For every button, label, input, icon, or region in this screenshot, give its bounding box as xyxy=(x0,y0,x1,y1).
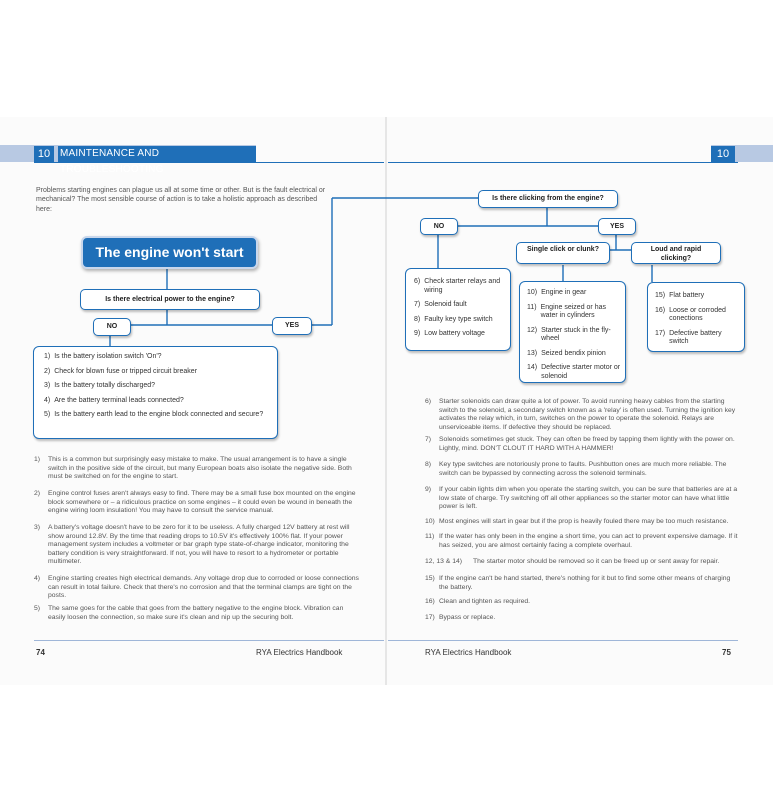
note-paragraph xyxy=(34,456,362,482)
list-item xyxy=(414,278,506,295)
list-item xyxy=(44,353,269,362)
question-power: Is there electrical power to the engine? xyxy=(80,289,260,310)
note-paragraph xyxy=(425,486,741,512)
item-number: 10) xyxy=(527,289,538,296)
item-text: Loose or corroded conections xyxy=(669,306,726,322)
item-number: 14) xyxy=(527,364,538,371)
note-number: 5) xyxy=(34,605,41,612)
item-text: Engine seized or has water in cylinders xyxy=(540,303,606,319)
item-text: Seized bendix pinion xyxy=(541,349,606,357)
item-number: 4) xyxy=(44,396,51,404)
list-item xyxy=(527,289,621,298)
note-number: 15) xyxy=(425,575,435,582)
item-text: Low battery voltage xyxy=(424,330,485,337)
item-text: Is the battery isolation switch 'On'? xyxy=(54,353,162,360)
note-number: 9) xyxy=(425,486,432,493)
left-footer-rule xyxy=(34,640,384,641)
item-number: 16) xyxy=(655,306,666,314)
note-paragraph xyxy=(34,605,362,622)
list-item xyxy=(527,304,621,321)
note-number: 7) xyxy=(425,436,432,443)
note-paragraph xyxy=(34,575,362,601)
list-item xyxy=(527,364,621,381)
list-item xyxy=(44,411,269,420)
note-text: The same goes for the cable that goes from the battery negative to the engine block. Vibration can easily loosen the connection, so make sure it's clean and nip up the securing bolt. xyxy=(48,605,344,621)
list-item xyxy=(44,397,269,406)
item-number: 11) xyxy=(527,303,537,311)
note-text: Engine starting creates high electrical demands. Any voltage drop due to corroded or loose connections can result in total failure. Check that there's no corrosion and that the terminal clamps are tight on the posts. xyxy=(48,575,359,600)
item-text: Defective battery switch xyxy=(669,329,722,345)
note-paragraph xyxy=(425,398,741,432)
note-text: The starter motor should be removed so it can be freed up or sent away for repair. xyxy=(473,558,720,565)
single-click-box: Single click or clunk? xyxy=(516,242,610,264)
item-text: Are the battery terminal leads connected? xyxy=(54,396,184,404)
item-text: Flat battery xyxy=(669,292,705,299)
note-text: Most engines will start in gear but if the prop is heavily fouled there may be too much resistance. xyxy=(439,518,729,525)
note-paragraph xyxy=(34,524,362,567)
note-text: If the engine can't be hand started, there's nothing for it but to find some other means of charging the battery. xyxy=(439,575,731,591)
note-text: Bypass or replace. xyxy=(439,614,496,621)
item-number: 5) xyxy=(44,411,51,418)
chapter-number: 10 xyxy=(34,146,54,162)
power-no-list xyxy=(33,346,278,439)
item-number: 8) xyxy=(414,315,421,323)
note-number: 10) xyxy=(425,518,435,525)
item-number: 7) xyxy=(414,301,421,308)
item-number: 2) xyxy=(44,367,51,375)
single-click-items xyxy=(527,289,621,381)
list-item xyxy=(527,327,621,344)
note-paragraph xyxy=(425,575,741,592)
note-number: 1) xyxy=(34,456,41,463)
click-no-items xyxy=(414,278,506,339)
note-number: 3) xyxy=(34,524,41,531)
item-number: 15) xyxy=(655,292,666,299)
item-number: 17) xyxy=(655,329,666,337)
note-text: A battery's voltage doesn't have to be zero for it to be useless. A fully charged 12V battery at rest will show around 12.8V. By the time that reading drops to 10.5V it's effectively 100% flat. If your power management system includes a voltmeter or bar graph type state-of-charge indicator, monitoring the battery condition is very straightforward. If not, you will have to resort to a hydrometer or portable multimeter. xyxy=(48,524,350,566)
note-number: 11) xyxy=(425,533,435,540)
rapid-click-list xyxy=(647,282,745,352)
note-paragraph xyxy=(425,436,741,453)
note-paragraph xyxy=(425,533,741,550)
note-text: Starter solenoids can draw quite a lot of power. To avoid running heavy cables from the starting switch to the solenoid, a secondary switch known as a 'relay' is often used. Turning the ignition key activates the relay which, in turn, switches on the power to operate the solenoid. Relays are unserviceable items. If defective they should be replaced. xyxy=(439,398,736,431)
list-item xyxy=(655,292,740,301)
item-number: 3) xyxy=(44,382,51,389)
item-number: 6) xyxy=(414,278,421,285)
list-item xyxy=(44,368,269,377)
left-running-title: RYA Electrics Handbook xyxy=(256,648,343,657)
click-yes-label: YES xyxy=(598,218,636,235)
item-text: Faulty key type switch xyxy=(424,315,493,323)
right-running-title: RYA Electrics Handbook xyxy=(425,648,512,657)
rapid-click-items xyxy=(655,292,740,347)
start-box: The engine won't start xyxy=(81,236,258,269)
note-number: 2) xyxy=(34,490,41,497)
left-page-number: 74 xyxy=(36,648,45,657)
note-text: If the water has only been in the engine a short time, you can act to prevent expensive damage. If it has seized, you are almost certainly facing a complete overhaul. xyxy=(439,533,738,549)
click-no-label: NO xyxy=(420,218,458,235)
question-clicking: Is there clicking from the engine? xyxy=(478,190,618,208)
note-number: 8) xyxy=(425,461,432,468)
note-text: This is a common but surprisingly easy mistake to make. The usual arrangement is to have a single switch in the positive side of the circuit, but many European boats also isolate the negative side. Both must be switched on for the engine to start. xyxy=(48,456,352,481)
list-item xyxy=(414,301,506,310)
note-text: If your cabin lights dim when you operate the starting switch, you can be sure that batteries are at a low state of charge. Try switching off all other appliances so the starter motor can have what little power is left. xyxy=(439,486,738,511)
right-chapter-number: 10 xyxy=(711,146,735,162)
note-number: 4) xyxy=(34,575,41,582)
note-paragraph xyxy=(425,518,741,527)
item-text: Starter stuck in the fly-wheel xyxy=(541,326,611,342)
item-text: Defective starter motor or solenoid xyxy=(541,364,621,380)
right-footer-rule xyxy=(388,640,738,641)
item-text: Check starter relays and wiring xyxy=(424,278,501,294)
right-page-number: 75 xyxy=(722,648,731,657)
power-no-label: NO xyxy=(93,318,131,336)
note-paragraph xyxy=(425,558,741,567)
note-text: Clean and tighten as required. xyxy=(439,598,531,605)
click-no-list xyxy=(405,268,511,351)
note-paragraph xyxy=(425,614,741,623)
note-paragraph xyxy=(425,461,741,478)
intro-paragraph: Problems starting engines can plague us all at some time or other. But is the fault electrical or mechanical? The most sensible course of action is to take a holistic approach as described here: xyxy=(36,187,326,213)
note-number: 6) xyxy=(425,398,432,405)
power-yes-label: YES xyxy=(272,317,312,335)
note-paragraph xyxy=(34,490,362,516)
list-item xyxy=(655,307,740,324)
item-text: Is the battery earth lead to the engine block connected and secure? xyxy=(54,411,264,418)
note-number: 16) xyxy=(425,598,435,605)
item-text: Solenoid fault xyxy=(424,301,467,308)
chapter-title: MAINTENANCE AND TROUBLESHOOTING xyxy=(58,146,256,162)
item-text: Is the battery totally discharged? xyxy=(54,382,156,389)
note-text: Solenoids sometimes get stuck. They can often be freed by tapping them lightly with the power on. Lightly, mind. DON'T CLOUT IT HARD WITH A HAMMER! xyxy=(439,436,735,452)
power-no-items xyxy=(44,353,269,420)
item-text: Engine in gear xyxy=(541,289,587,296)
list-item xyxy=(414,316,506,325)
list-item xyxy=(527,350,621,359)
note-number: 17) xyxy=(425,614,435,621)
list-item xyxy=(414,330,506,339)
list-item xyxy=(655,330,740,347)
item-number: 9) xyxy=(414,330,421,337)
item-number: 12) xyxy=(527,326,538,334)
list-item xyxy=(44,382,269,391)
note-paragraph xyxy=(425,598,741,607)
item-number: 1) xyxy=(44,353,51,360)
item-number: 13) xyxy=(527,349,538,357)
item-text: Check for blown fuse or tripped circuit breaker xyxy=(54,367,198,375)
rapid-click-box: Loud and rapid clicking? xyxy=(631,242,721,264)
note-text: Key type switches are notoriously prone to faults. Pushbutton ones are much more reliable. The switch can be bypassed by connecting across the solenoid terminals. xyxy=(439,461,727,477)
note-text: Engine control fuses aren't always easy to find. There may be a small fuse box mounted on the engine block somewhere or – a ridiculous practice on some engines – it could even be wound in beneath the engine wiring loom insulation! You may have to consult the service manual. xyxy=(48,490,356,515)
single-click-list xyxy=(519,281,626,383)
note-number: 12, 13 & 14) xyxy=(425,558,463,565)
